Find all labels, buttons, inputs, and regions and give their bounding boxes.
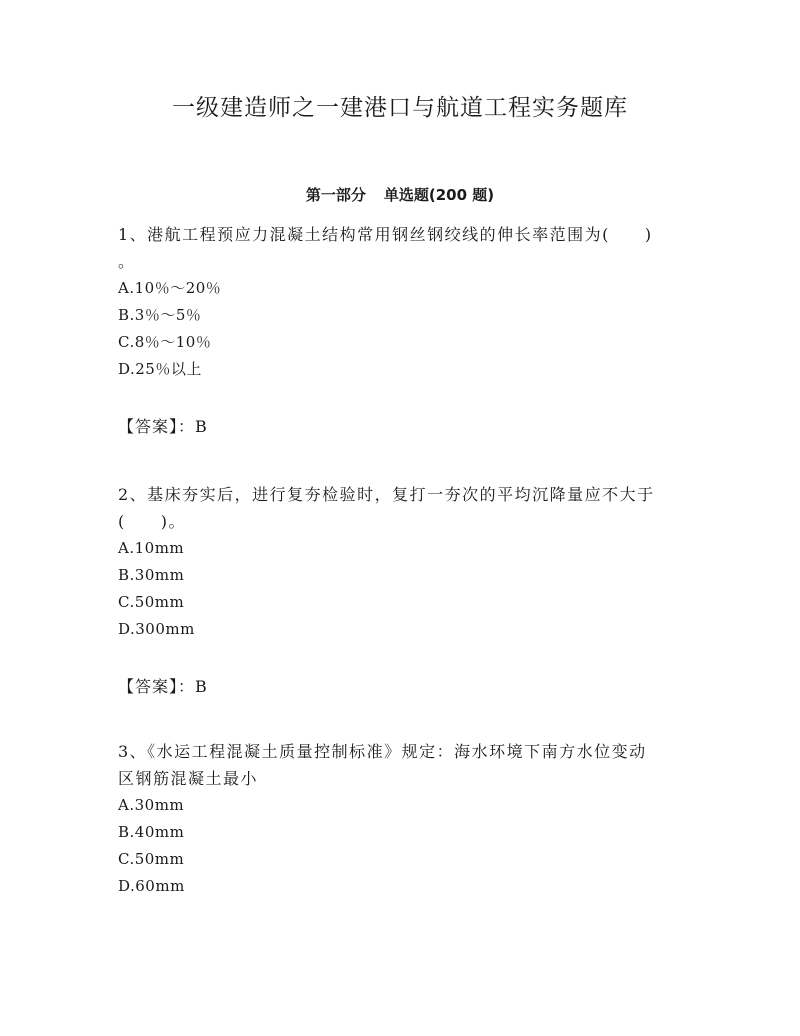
question-1-option-d: D.25％以上 xyxy=(118,360,202,378)
question-2-option-c: C.50mm xyxy=(118,593,185,611)
answer-label: 【答案】： xyxy=(118,417,196,436)
question-1-option-b: B.3％～5％ xyxy=(118,306,202,324)
section-heading xyxy=(0,183,800,207)
question-3-stem-line-2: 区钢筋混凝土最小 xyxy=(118,769,259,788)
question-2 xyxy=(118,481,698,643)
question-3-option-c: C.50mm xyxy=(118,850,185,868)
document-title: 一级建造师之一建港口与航道工程实务题库 xyxy=(172,95,628,121)
answer-value: B xyxy=(195,417,208,436)
question-1-option-c: C.8％～10％ xyxy=(118,333,212,351)
question-1-answer xyxy=(118,413,208,440)
question-1-option-a: A.10％～20％ xyxy=(118,279,222,297)
question-3-option-d: D.60mm xyxy=(118,877,185,895)
answer-value: B xyxy=(195,677,208,696)
question-3-stem-line-1: 3、《水运工程混凝土质量控制标准》规定：海水环境下南方水位变动 xyxy=(118,742,647,761)
question-2-option-d: D.300mm xyxy=(118,620,195,638)
section-part: 第一部分 xyxy=(305,186,366,204)
section-name: 单选题(200 题) xyxy=(383,186,495,204)
question-3-option-b: B.40mm xyxy=(118,823,185,841)
question-1-stem-line-1: 1、港航工程预应力混凝土结构常用钢丝钢绞线的伸长率范围为( ) xyxy=(118,225,653,244)
question-1 xyxy=(118,221,698,383)
question-2-stem-line-2: ( )。 xyxy=(118,512,186,531)
question-3-option-a: A.30mm xyxy=(118,796,185,814)
answer-label: 【答案】： xyxy=(118,677,196,696)
question-3 xyxy=(118,738,698,900)
question-1-stem-line-2: 。 xyxy=(118,252,136,271)
question-2-option-b: B.30mm xyxy=(118,566,185,584)
question-2-option-a: A.10mm xyxy=(118,539,185,557)
question-2-stem-line-1: 2、基床夯实后，进行复夯检验时，复打一夯次的平均沉降量应不大于 xyxy=(118,485,655,504)
question-2-answer xyxy=(118,673,208,700)
